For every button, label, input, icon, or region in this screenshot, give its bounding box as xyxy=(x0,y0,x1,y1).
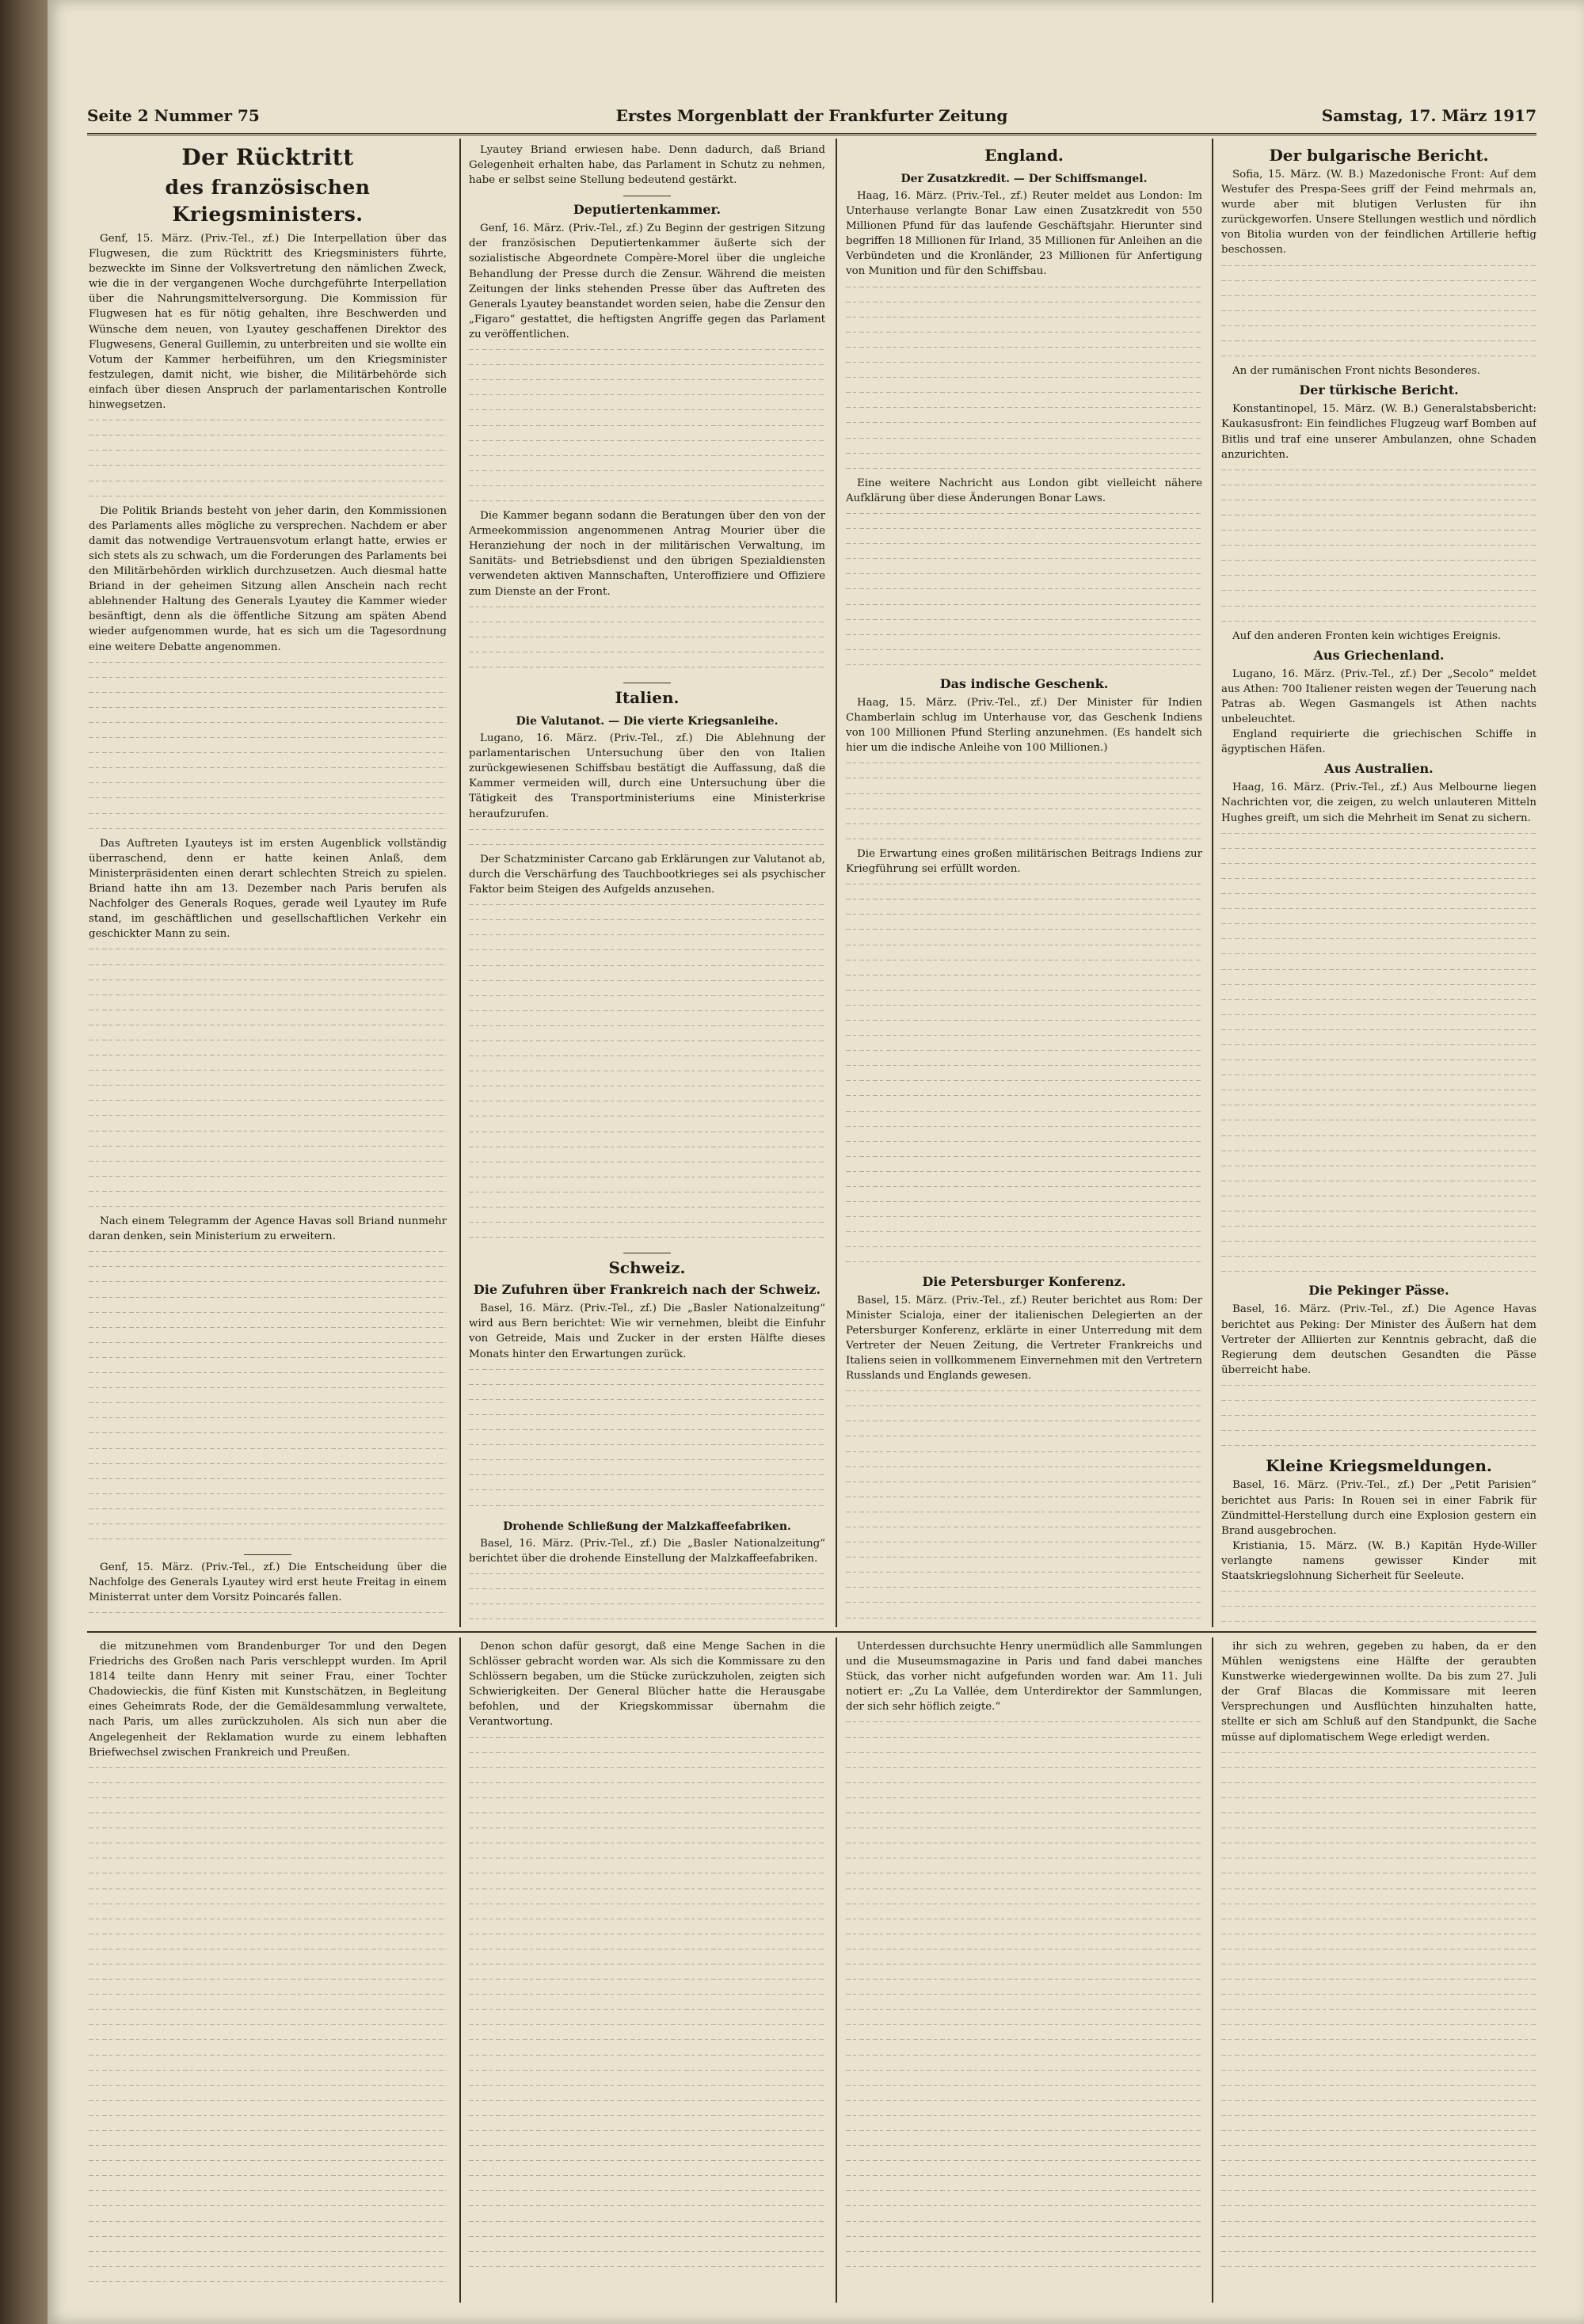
feuilleton-paragraph: ihr sich zu wehren, gegeben zu haben, da er den Mühlen wenigstens eine Hälfte der geraubten Kunstwerke wiedergewinnen wollte. Da bis zum 27. Juli der Graf Blacas die Kommissare mit leeren Versprechungen und Ausflüchten hinzuhalten hatte, stellte er sich am Schluß auf den Standpunkt, die Sache müsse auf diplomatischem Wege erledigt werden. xyxy=(1221,1641,1536,1744)
section-heading: Der türkische Bericht. xyxy=(1299,382,1459,398)
section-heading: Das indische Geschenk. xyxy=(939,676,1109,691)
article-paragraph: Basel, 15. März. (Priv.-Tel., zf.) Reuter berichtet aus Rom: Der Minister Scialoja, einer der italienischen Delegierten an der Petersburger Konferenz, erklärte in einer Unterredung mit dem Vertreter der Neuen Zeitung, die Vertreter Frankreichs und Italiens seien in vollkommenem Einvernehmen mit den Vertretern Russlands und Englands gewesen. xyxy=(846,1294,1202,1383)
article-paragraph: Kristiania, 15. März. (W. B.) Kapitän Hyde-Willer verlangte namens gewisser Kinder mit Staatskriegslohnung Sicherheit für Seeleute. xyxy=(1221,1539,1536,1582)
article-paragraph: Basel, 16. März. (Priv.-Tel., zf.) Der „Petit Parisien“ berichtet aus Paris: In Rouen sei in einer Fabrik für Zündmittel-Herstellung durch eine Explosion gestern ein Brand ausgebrochen. xyxy=(1221,1479,1536,1537)
feuilleton-column-3 xyxy=(846,1639,1202,2296)
section-subheading: Der Zusatzkredit. — Der Schiffsmangel. xyxy=(901,173,1148,185)
column-rule xyxy=(459,1637,461,2303)
masthead: Erstes Morgenblatt der Frankfurter Zeitung xyxy=(615,106,1008,125)
column-rule xyxy=(836,1637,837,2303)
feuilleton-column-1 xyxy=(89,1639,447,2296)
page-number: Seite 2 Nummer 75 xyxy=(87,106,260,125)
article-paragraph: Haag, 16. März. (Priv.-Tel., zf.) Aus Melbourne liegen Nachrichten vor, die zeigen, zu welch unlauteren Mitteln Hughes greift, um sich die Mehrheit im Senat zu sichern. xyxy=(1221,782,1536,824)
article-paragraph: Lugano, 16. März. (Priv.-Tel., zf.) Der „Secolo“ meldet aus Athen: 700 Italiener reisten wegen der Teuerung nach Patras ab. Wegen Gasmangels ist Athen nachts unbeleuchtet. xyxy=(1221,668,1536,726)
feuilleton-column-4 xyxy=(1221,1639,1536,2296)
article-paragraph: Nach einem Telegramm der Agence Havas soll Briand nunmehr daran denken, sein Ministerium zu erweitern. xyxy=(89,1215,447,1243)
article-paragraph: An der rumänischen Front nichts Besonderes. xyxy=(1232,365,1480,378)
article-paragraph: Haag, 15. März. (Priv.-Tel., zf.) Der Minister für Indien Chamberlain schlug im Unterhause vor, das Geschenk Indiens von 100 Millionen Pfund Sterling anzunehmen. (Es handelt sich hier um die indische Anleihe von 100 Millionen.) xyxy=(846,697,1202,755)
article-paragraph: Lyautey Briand erwiesen habe. Denn dadurch, daß Briand Gelegenheit erhalten habe, das Parlament in Schutz zu nehmen, habe er selbst seine Stellung bedeutend gestärkt. xyxy=(469,144,825,187)
column-rule xyxy=(459,139,461,1627)
feuilleton-paragraph: Unterdessen durchsuchte Henry unermüdlich alle Sammlungen und die Museumsmagazine in Paris und fand dabei manches Stück, das vorher nicht aufgefunden worden war. Am 11. Juli notiert er: „Zu La Vallée, dem Unterdirektor der Sammlungen, der sich sehr höflich zeigte.“ xyxy=(846,1641,1202,1714)
article-paragraph: Konstantinopel, 15. März. (W. B.) Generalstabsbericht: Kaukasusfront: Ein feindliches Flugzeug warf Bomben auf Bitlis und traf eine unserer Ambulanzen, ohne Schaden anzurichten. xyxy=(1221,403,1536,461)
article-paragraph: Sofia, 15. März. (W. B.) Mazedonische Front: Auf dem Westufer des Prespa-Sees griff der Feind mehrmals an, wurde aber mit blutigen Verlusten für ihn zurückgeworfen. Unsere Stellungen westlich und nördlich von Bitolia wurden von der feindlichen Artillerie heftig beschossen. xyxy=(1221,169,1536,257)
book-binding xyxy=(0,0,48,2324)
article-paragraph: Basel, 16. März. (Priv.-Tel., zf.) Die Agence Havas berichtet aus Peking: Der Minister des Äußern hat dem Vertreter der Alliierten zur Kenntnis gebracht, daß die Regierung dem deutschen Gesandten die Pässe überreicht habe. xyxy=(1221,1303,1536,1376)
article-paragraph: Genf, 15. März. (Priv.-Tel., zf.) Die Entscheidung über die Nachfolge des Generals Lyautey wird erst heute Freitag in einem Ministerrat unter dem Vorsitz Poincarés fallen. xyxy=(89,1561,447,1604)
article-paragraph: Genf, 15. März. (Priv.-Tel., zf.) Die Interpellation über das Flugwesen, die zum Rücktritt des Kriegsministers führte, bezweckte im Sinne der Volksvertretung den nämlichen Zweck, wie die in der vergangenen Woche durchgeführte Interpellation über die Nahrungsmittelversorgung. Die Kommission für Flugwesen hat es für nötig gehalten, ihre Beschwerden und Wünsche dem neuen, von Lyautey geschaffenen Direktor des Flugwesens, General Guillemin, zu unterbreiten und sie wollte ein Votum der Kammer herbeiführen, um den Kriegsminister festzulegen, damit nicht, wie bisher, die Militärbehörde sich einfach über diesen Anspruch der parlamentarischen Kontrolle hinwegsetzen. xyxy=(89,233,447,412)
article-paragraph: Genf, 16. März. (Priv.-Tel., zf.) Zu Beginn der gestrigen Sitzung der französischen Deputiertenkammer äußerte sich der sozialistische Abgeordnete Compère-Morel über die ungleiche Behandlung der Presse durch die Zensur. Während die meisten Zeitungen der links stehenden Presse über das Auftreten des Generals Lyautey beanstandet worden seien, habe die Zensur den „Figaro“ gestattet, die heftigsten Angriffe gegen das Parlament zu veröffentlichen. xyxy=(469,223,825,340)
page-header xyxy=(87,101,1536,135)
section-heading: Schweiz. xyxy=(608,1258,686,1278)
section-heading: Deputiertenkammer. xyxy=(573,202,722,218)
column-1 xyxy=(89,143,447,1627)
headline-sub: des französischen Kriegsministers. xyxy=(165,176,371,226)
column-rule xyxy=(1212,1637,1213,2303)
section-heading: England. xyxy=(984,146,1064,165)
feuilleton-column-2 xyxy=(469,1639,825,2296)
column-rule xyxy=(836,139,837,1627)
headline: Der Rücktritt xyxy=(181,144,354,170)
feuilleton-paragraph: Denon schon dafür gesorgt, daß eine Menge Sachen in die Schlösser gebracht worden war. Als sich die Kommissare zu den Schlössern begaben, um die Stücke zurückzuholen, zeigten sich Schwierigkeiten. Der General Blücher hatte die Herausgabe befohlen, und der Kriegskommissar übernahm die Verantwortung. xyxy=(469,1641,825,1729)
article-paragraph: Die Erwartung eines großen militärischen Beitrags Indiens zur Kriegführung sei erfüllt worden. xyxy=(846,847,1202,876)
column-4 xyxy=(1221,143,1536,1627)
column-rule xyxy=(1212,139,1213,1627)
section-subheading: Die Valutanot. — Die vierte Kriegsanleihe. xyxy=(516,715,779,728)
column-3 xyxy=(846,143,1202,1627)
section-heading: Italien. xyxy=(615,688,680,708)
feuilleton-paragraph: die mitzunehmen vom Brandenburger Tor und den Degen Friedrichs des Großen nach Paris verschleppt wurden. Im April 1814 teilte dann Henry mit seiner Frau, einer Tochter Chadowieckis, die fünf Kisten mit Kunstschätzen, in Begleitung eines Geheimrats Rode, der die Gemäldesammlung verwaltete, nach Paris, um alles zurückzuholen. Als sich nun aber die Angelegenheit der Reklamation wurde zu einem lebhaften Briefwechsel zwischen Frankreich und Preußen. xyxy=(89,1641,447,1759)
section-heading: Kleine Kriegsmeldungen. xyxy=(1266,1456,1492,1476)
section-heading: Die Petersburger Konferenz. xyxy=(922,1273,1126,1289)
section-heading: Der bulgarische Bericht. xyxy=(1269,146,1489,165)
article-paragraph: Basel, 16. März. (Priv.-Tel., zf.) Die „Basler Nationalzeitung“ wird aus Bern berichtet: Wie wir vernehmen, bleibt die Einfuhr von Getreide, Mais und Zucker in der ersten Hälfte dieses Monats hinter den Erwartungen zurück. xyxy=(469,1303,825,1360)
article-paragraph: Das Auftreten Lyauteys ist im ersten Augenblick vollständig überraschend, denn er hatte keinen Anlaß, dem Ministerpräsidenten einen derart schlechten Streich zu spielen. Briand hatte ihn am 13. Dezember nach Paris berufen als Nachfolger des Generals Roques, gerade weil Lyautey im Rufe stand, im geschäftlichen und gesellschaftlichen Verkehr ein geschickter Mann zu sein. xyxy=(89,837,447,941)
article-paragraph: Haag, 16. März. (Priv.-Tel., zf.) Reuter meldet aus London: Im Unterhause verlangte Bonar Law einen Zusatzkredit von 550 Millionen Pfund für das laufende Geschäftsjahr. Hierunter sind begriffen 18 Millionen für Irland, 35 Millionen für Anleihen an die Verbündeten und die Kronländer, 23 Millionen für Anfertigung von Munition und für den Schiffsbau. xyxy=(846,190,1202,278)
section-heading: Aus Griechenland. xyxy=(1313,647,1445,663)
article-paragraph: Der Schatzminister Carcano gab Erklärungen zur Valutanot ab, durch die Verschärfung des Tauchbootkrieges sei als psychischer Faktor beim Steigen des Aufgelds anzusehen. xyxy=(469,853,825,896)
section-heading: Die Pekinger Pässe. xyxy=(1308,1283,1449,1299)
section-subheading: Die Zufuhren über Frankreich nach der Schweiz. xyxy=(473,1282,821,1298)
article-paragraph: Basel, 16. März. (Priv.-Tel., zf.) Die „Basler Nationalzeitung“ berichtet über die drohende Einstellung der Malzkaffeefabriken. xyxy=(469,1537,825,1565)
feuilleton-divider xyxy=(87,1631,1536,1633)
article-paragraph: Lugano, 16. März. (Priv.-Tel., zf.) Die Ablehnung der parlamentarischen Untersuchung über den von Italien zurückgewiesenen Schiffsbau bestätigt die Auffassung, daß die Kammer vermeiden will, durch eine Untersuchung über die Tätigkeit des Transportministeriums eine Ministerkrise heraufzurufen. xyxy=(469,732,825,820)
section-heading: Aus Australien. xyxy=(1324,761,1434,777)
article-paragraph: Auf den anderen Fronten kein wichtiges Ereignis. xyxy=(1232,629,1502,642)
section-subheading: Drohende Schließung der Malzkaffeefabriken. xyxy=(503,1520,791,1533)
article-paragraph: Die Kammer begann sodann die Beratungen über den von der Armeekommission angenommenen Antrag Mourier über die Heranziehung der noch in der militärischen Verwaltung, im Sanitäts- und Betriebsdienst und den übrigen Spezialdiensten verwendeten aktiven Mannschaften, Unteroffiziere und Offiziere zum Dienste an der Front. xyxy=(469,510,825,598)
issue-date: Samstag, 17. März 1917 xyxy=(1321,106,1536,125)
column-2 xyxy=(469,143,825,1627)
article-paragraph: Eine weitere Nachricht aus London gibt vielleicht nähere Aufklärung über diese Änderungen Bonar Laws. xyxy=(846,477,1202,504)
article-paragraph: England requirierte die griechischen Schiffe in ägyptischen Häfen. xyxy=(1221,728,1536,756)
article-paragraph: Die Politik Briands besteht von jeher darin, den Kommissionen des Parlaments alles mögliche zu versprechen. Nachdem er aber damit das notwendige Vertrauensvotum erlangt hatte, erwies er sich stets als zu schwach, um die Forderungen des Parlaments bei den Militärbehörden wirklich durchzusetzen. Auch diesmal hatte Briand in der geheimen Sitzung allen Anschein nach recht ablehnender Haltung des Generals Lyautey die Kammer wieder besänftigt, denn als die öffentliche Sitzung am späten Abend wieder aufgenommen wurde, hat es sich um die Tagesordnung eine weitere Debatte angenommen. xyxy=(89,504,447,653)
